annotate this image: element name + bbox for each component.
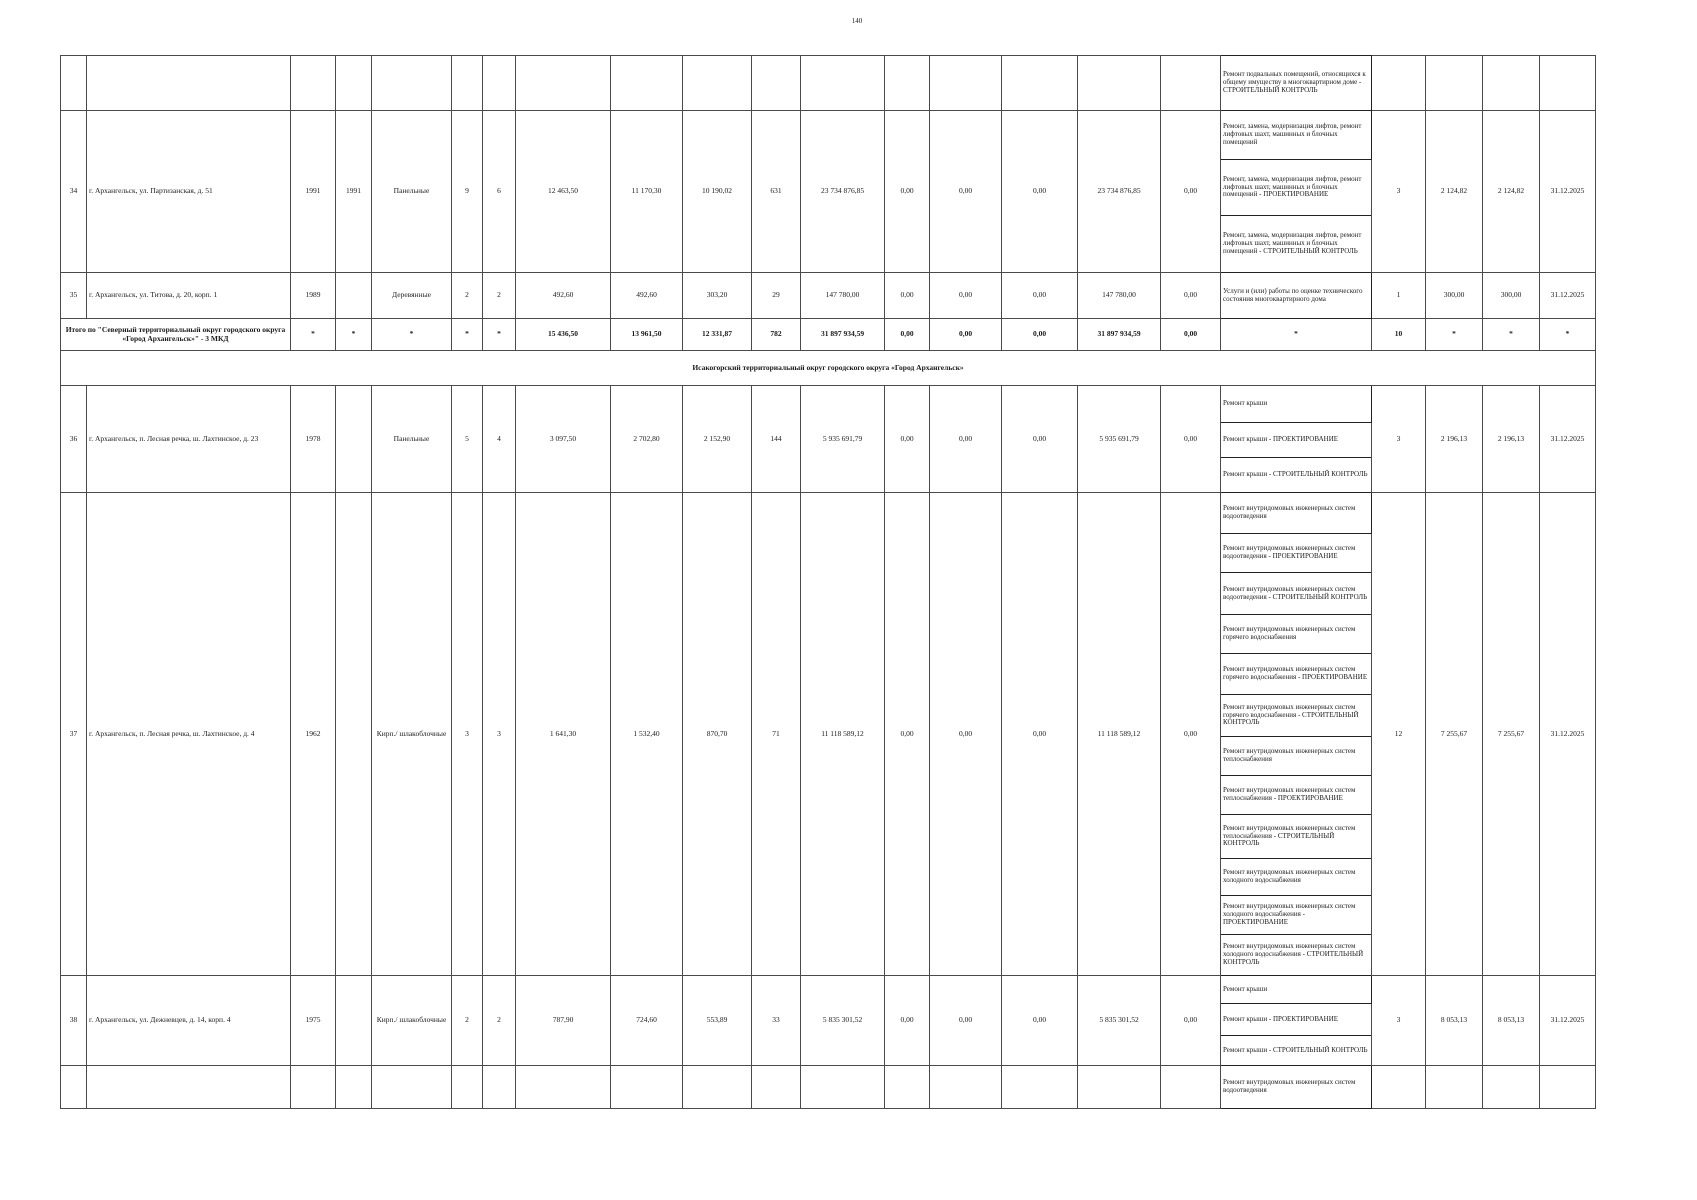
commissioning-year — [291, 56, 336, 111]
total-commissioning-year: * — [291, 319, 336, 351]
work-type: Ремонт крыши - СТРОИТЕЛЬНЫЙ КОНТРОЛЬ — [1221, 458, 1372, 493]
total-fund-cost: 0,00 — [885, 319, 930, 351]
work-type: Ремонт крыши - СТРОИТЕЛЬНЫЙ КОНТРОЛЬ — [1221, 1036, 1372, 1066]
entrance-count: 2 — [483, 976, 516, 1066]
premises-area: 11 170,30 — [611, 111, 683, 273]
total-max-unit-cost: * — [1483, 319, 1540, 351]
work-type: Ремонт внутридомовых инженерных систем горячего водоснабжения — [1221, 615, 1372, 654]
fund-cost: 0,00 — [885, 111, 930, 273]
address: г. Архангельск, п. Лесная речка, ш. Лахтинское, д. 23 — [87, 386, 291, 493]
row-number — [61, 1066, 87, 1109]
owners-cost: 147 780,00 — [1078, 273, 1161, 319]
entrance-count: 6 — [483, 111, 516, 273]
total-cost — [801, 56, 885, 111]
work-count — [1372, 1066, 1426, 1109]
residential-area: 553,89 — [683, 976, 752, 1066]
total-cost — [801, 1066, 885, 1109]
work-count: 12 — [1372, 493, 1426, 976]
owners-cost — [1078, 1066, 1161, 1109]
row-number: 36 — [61, 386, 87, 493]
wall-material: Панельные — [372, 111, 452, 273]
floor-count: 5 — [452, 386, 483, 493]
commissioning-year — [291, 1066, 336, 1109]
table-row — [61, 273, 1596, 319]
last-repair-year — [336, 56, 372, 111]
work-type: Ремонт внутридомовых инженерных систем водоотведения - СТРОИТЕЛЬНЫЙ КОНТРОЛЬ — [1221, 573, 1372, 615]
wall-material: Кирп./ шлакоблочные — [372, 493, 452, 976]
total-wall-material: * — [372, 319, 452, 351]
unit-cost: 300,00 — [1426, 273, 1483, 319]
section-header-row — [61, 351, 1596, 386]
premises-area: 724,60 — [611, 976, 683, 1066]
repair-program-table — [60, 55, 1596, 1109]
completion-date — [1540, 56, 1596, 111]
floor-count: 2 — [452, 976, 483, 1066]
table-row — [61, 386, 1596, 423]
local-budget-cost — [1002, 1066, 1078, 1109]
fund-cost — [885, 1066, 930, 1109]
floor-count — [452, 56, 483, 111]
work-type: Ремонт, замена, модернизация лифтов, ремонт лифтовых шахт, машинных и блочных помещений — [1221, 111, 1372, 160]
owners-cost: 23 734 876,85 — [1078, 111, 1161, 273]
fund-cost: 0,00 — [885, 273, 930, 319]
total-premises-area: 13 961,50 — [611, 319, 683, 351]
wall-material — [372, 56, 452, 111]
max-unit-cost — [1483, 56, 1540, 111]
max-unit-cost: 300,00 — [1483, 273, 1540, 319]
work-type: Ремонт, замена, модернизация лифтов, ремонт лифтовых шахт, машинных и блочных помещений - ПРОЕКТИРОВАНИЕ — [1221, 160, 1372, 216]
total-resident-count: 782 — [752, 319, 801, 351]
premises-area — [611, 1066, 683, 1109]
row-number — [61, 56, 87, 111]
max-unit-cost — [1483, 1066, 1540, 1109]
total-work-type: * — [1221, 319, 1372, 351]
table-row — [61, 56, 1596, 111]
regional-budget-cost: 0,00 — [930, 493, 1002, 976]
regional-budget-cost: 0,00 — [930, 111, 1002, 273]
regional-budget-cost — [930, 56, 1002, 111]
other-sources-cost: 0,00 — [1161, 976, 1221, 1066]
commissioning-year: 1975 — [291, 976, 336, 1066]
regional-budget-cost: 0,00 — [930, 273, 1002, 319]
total-owners-cost: 31 897 934,59 — [1078, 319, 1161, 351]
resident-count: 144 — [752, 386, 801, 493]
work-type: Ремонт, замена, модернизация лифтов, ремонт лифтовых шахт, машинных и блочных помещений - СТРОИТЕЛЬНЫЙ КОНТРОЛЬ — [1221, 216, 1372, 273]
table-row — [61, 493, 1596, 534]
work-count: 3 — [1372, 111, 1426, 273]
work-count: 3 — [1372, 386, 1426, 493]
fund-cost: 0,00 — [885, 493, 930, 976]
work-type: Ремонт внутридомовых инженерных систем водоотведения — [1221, 493, 1372, 534]
local-budget-cost: 0,00 — [1002, 976, 1078, 1066]
residential-area: 870,70 — [683, 493, 752, 976]
owners-cost: 5 935 691,79 — [1078, 386, 1161, 493]
work-type: Ремонт крыши - ПРОЕКТИРОВАНИЕ — [1221, 423, 1372, 458]
unit-cost: 2 196,13 — [1426, 386, 1483, 493]
section-title: Исакогорский территориальный округ городского округа «Город Архангельск» — [61, 351, 1596, 386]
total-cost: 23 734 876,85 — [801, 111, 885, 273]
entrance-count — [483, 56, 516, 111]
floor-count: 2 — [452, 273, 483, 319]
entrance-count: 3 — [483, 493, 516, 976]
regional-budget-cost — [930, 1066, 1002, 1109]
completion-date: 31.12.2025 — [1540, 493, 1596, 976]
total-area — [516, 1066, 611, 1109]
premises-area: 1 532,40 — [611, 493, 683, 976]
work-count — [1372, 56, 1426, 111]
total-total-cost: 31 897 934,59 — [801, 319, 885, 351]
work-type: Услуги и (или) работы по оценке технического состояния многоквартирного дома — [1221, 273, 1372, 319]
last-repair-year — [336, 273, 372, 319]
total-area — [516, 56, 611, 111]
resident-count: 33 — [752, 976, 801, 1066]
table-row — [61, 976, 1596, 1004]
residential-area — [683, 1066, 752, 1109]
commissioning-year: 1962 — [291, 493, 336, 976]
completion-date: 31.12.2025 — [1540, 111, 1596, 273]
premises-area: 2 702,80 — [611, 386, 683, 493]
work-type: Ремонт внутридомовых инженерных систем водоотведения - ПРОЕКТИРОВАНИЕ — [1221, 534, 1372, 573]
work-type: Ремонт крыши — [1221, 976, 1372, 1004]
completion-date: 31.12.2025 — [1540, 386, 1596, 493]
row-number: 34 — [61, 111, 87, 273]
total-regional-budget-cost: 0,00 — [930, 319, 1002, 351]
total-cost: 11 118 589,12 — [801, 493, 885, 976]
total-cost: 147 780,00 — [801, 273, 885, 319]
completion-date: 31.12.2025 — [1540, 976, 1596, 1066]
work-type: Ремонт внутридомовых инженерных систем горячего водоснабжения - СТРОИТЕЛЬНЫЙ КОНТРОЛЬ — [1221, 695, 1372, 737]
unit-cost — [1426, 1066, 1483, 1109]
address — [87, 56, 291, 111]
address: г. Архангельск, ул. Дежневцев, д. 14, корп. 4 — [87, 976, 291, 1066]
residential-area: 303,20 — [683, 273, 752, 319]
total-last-repair-year: * — [336, 319, 372, 351]
fund-cost: 0,00 — [885, 976, 930, 1066]
max-unit-cost: 7 255,67 — [1483, 493, 1540, 976]
total-cost: 5 835 301,52 — [801, 976, 885, 1066]
last-repair-year — [336, 493, 372, 976]
wall-material: Панельные — [372, 386, 452, 493]
work-type: Ремонт внутридомовых инженерных систем холодного водоснабжения — [1221, 859, 1372, 896]
total-unit-cost: * — [1426, 319, 1483, 351]
entrance-count — [483, 1066, 516, 1109]
work-type: Ремонт внутридомовых инженерных систем теплоснабжения - ПРОЕКТИРОВАНИЕ — [1221, 776, 1372, 815]
work-type: Ремонт крыши - ПРОЕКТИРОВАНИЕ — [1221, 1004, 1372, 1036]
total-area: 787,90 — [516, 976, 611, 1066]
floor-count: 3 — [452, 493, 483, 976]
completion-date: 31.12.2025 — [1540, 273, 1596, 319]
work-type: Ремонт внутридомовых инженерных систем холодного водоснабжения - СТРОИТЕЛЬНЫЙ КОНТРОЛЬ — [1221, 935, 1372, 976]
address — [87, 1066, 291, 1109]
residential-area — [683, 56, 752, 111]
entrance-count: 4 — [483, 386, 516, 493]
work-count: 1 — [1372, 273, 1426, 319]
other-sources-cost — [1161, 56, 1221, 111]
page-number: 140 — [851, 17, 863, 25]
total-label: Итого по "Северный территориальный округ городского округа «Город Архангельск»" - 3 МКД — [61, 319, 291, 351]
row-number: 35 — [61, 273, 87, 319]
other-sources-cost: 0,00 — [1161, 386, 1221, 493]
total-area: 12 463,50 — [516, 111, 611, 273]
local-budget-cost: 0,00 — [1002, 386, 1078, 493]
work-type: Ремонт внутридомовых инженерных систем теплоснабжения - СТРОИТЕЛЬНЫЙ КОНТРОЛЬ — [1221, 815, 1372, 859]
work-type: Ремонт подвальных помещений, относящихся к общему имуществу в многоквартирном доме - СТРОИТЕЛЬНЫЙ КОНТРОЛЬ — [1221, 56, 1372, 111]
total-cost: 5 935 691,79 — [801, 386, 885, 493]
floor-count — [452, 1066, 483, 1109]
address: г. Архангельск, ул. Партизанская, д. 51 — [87, 111, 291, 273]
total-total-area: 15 436,50 — [516, 319, 611, 351]
unit-cost — [1426, 56, 1483, 111]
premises-area: 492,60 — [611, 273, 683, 319]
table-row — [61, 111, 1596, 160]
total-other-sources-cost: 0,00 — [1161, 319, 1221, 351]
residential-area: 2 152,90 — [683, 386, 752, 493]
work-type: Ремонт внутридомовых инженерных систем горячего водоснабжения - ПРОЕКТИРОВАНИЕ — [1221, 654, 1372, 695]
owners-cost — [1078, 56, 1161, 111]
floor-count: 9 — [452, 111, 483, 273]
wall-material — [372, 1066, 452, 1109]
completion-date — [1540, 1066, 1596, 1109]
commissioning-year: 1989 — [291, 273, 336, 319]
resident-count — [752, 1066, 801, 1109]
row-number: 37 — [61, 493, 87, 976]
regional-budget-cost: 0,00 — [930, 976, 1002, 1066]
local-budget-cost: 0,00 — [1002, 493, 1078, 976]
wall-material: Кирп./ шлакоблочные — [372, 976, 452, 1066]
resident-count: 631 — [752, 111, 801, 273]
total-local-budget-cost: 0,00 — [1002, 319, 1078, 351]
address: г. Архангельск, ул. Титова, д. 20, корп. 1 — [87, 273, 291, 319]
resident-count: 71 — [752, 493, 801, 976]
work-type: Ремонт внутридомовых инженерных систем теплоснабжения — [1221, 737, 1372, 776]
fund-cost — [885, 56, 930, 111]
table-row — [61, 1066, 1596, 1109]
work-type: Ремонт внутридомовых инженерных систем холодного водоснабжения - ПРОЕКТИРОВАНИЕ — [1221, 896, 1372, 935]
owners-cost: 11 118 589,12 — [1078, 493, 1161, 976]
other-sources-cost: 0,00 — [1161, 273, 1221, 319]
max-unit-cost: 2 196,13 — [1483, 386, 1540, 493]
entrance-count: 2 — [483, 273, 516, 319]
other-sources-cost: 0,00 — [1161, 111, 1221, 273]
max-unit-cost: 8 053,13 — [1483, 976, 1540, 1066]
total-area: 1 641,30 — [516, 493, 611, 976]
residential-area: 10 190,02 — [683, 111, 752, 273]
regional-budget-cost: 0,00 — [930, 386, 1002, 493]
total-area: 3 097,50 — [516, 386, 611, 493]
local-budget-cost: 0,00 — [1002, 273, 1078, 319]
work-type: Ремонт внутридомовых инженерных систем водоотведения — [1221, 1066, 1372, 1109]
total-entrance-count: * — [483, 319, 516, 351]
total-work-count: 10 — [1372, 319, 1426, 351]
total-residential-area: 12 331,87 — [683, 319, 752, 351]
wall-material: Деревянные — [372, 273, 452, 319]
unit-cost: 8 053,13 — [1426, 976, 1483, 1066]
last-repair-year — [336, 1066, 372, 1109]
total-floor-count: * — [452, 319, 483, 351]
work-type: Ремонт крыши — [1221, 386, 1372, 423]
fund-cost: 0,00 — [885, 386, 930, 493]
total-area: 492,60 — [516, 273, 611, 319]
other-sources-cost — [1161, 1066, 1221, 1109]
max-unit-cost: 2 124,82 — [1483, 111, 1540, 273]
other-sources-cost: 0,00 — [1161, 493, 1221, 976]
local-budget-cost: 0,00 — [1002, 111, 1078, 273]
owners-cost: 5 835 301,52 — [1078, 976, 1161, 1066]
unit-cost: 2 124,82 — [1426, 111, 1483, 273]
total-row — [61, 319, 1596, 351]
commissioning-year: 1991 — [291, 111, 336, 273]
last-repair-year — [336, 976, 372, 1066]
address: г. Архангельск, п. Лесная речка, ш. Лахтинское, д. 4 — [87, 493, 291, 976]
resident-count: 29 — [752, 273, 801, 319]
unit-cost: 7 255,67 — [1426, 493, 1483, 976]
premises-area — [611, 56, 683, 111]
local-budget-cost — [1002, 56, 1078, 111]
commissioning-year: 1978 — [291, 386, 336, 493]
total-completion-date: * — [1540, 319, 1596, 351]
row-number: 38 — [61, 976, 87, 1066]
last-repair-year — [336, 386, 372, 493]
work-count: 3 — [1372, 976, 1426, 1066]
resident-count — [752, 56, 801, 111]
last-repair-year: 1991 — [336, 111, 372, 273]
